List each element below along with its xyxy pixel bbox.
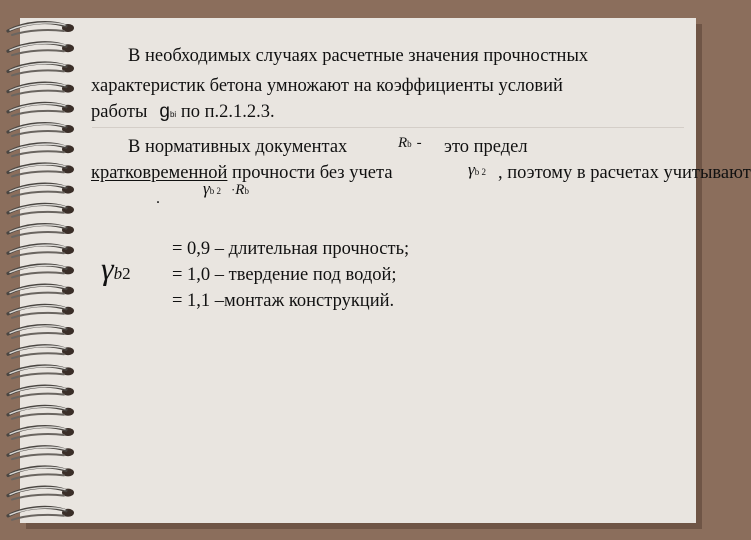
spiral-coil [8, 326, 74, 338]
spiral-coil [8, 83, 74, 95]
spiral-coil [8, 204, 74, 216]
spiral-coil [8, 507, 74, 519]
spiral-coil [8, 144, 74, 156]
para2-line1-end: это предел [444, 137, 528, 157]
spiral-coil [8, 467, 74, 479]
para2-line2-end: , поэтому в расчетах учитывают [498, 163, 751, 183]
spiral-coil [8, 346, 74, 358]
spiral-coil [8, 225, 74, 237]
spiral-coil [8, 265, 74, 277]
para1-line1: В необходимых случаях расчетные значения прочностных [128, 46, 589, 66]
spiral-coil [8, 23, 74, 35]
gamma-b2-times-rb: γb 2 ·Rb [203, 179, 249, 198]
spiral-coil [8, 245, 74, 257]
spiral-binding [0, 0, 90, 540]
coef-line-2: = 1,0 – твердение под водой; [172, 265, 397, 285]
spiral-coil [8, 487, 74, 499]
spiral-coil [8, 103, 74, 115]
spiral-coil [8, 285, 74, 297]
spiral-coil [8, 366, 74, 378]
divider-line [92, 127, 684, 128]
para2-line1: В нормативных документах [128, 137, 348, 157]
gamma-b2-symbol-1: γb 2 [468, 160, 486, 179]
spiral-coil [8, 184, 74, 196]
spiral-coil [8, 124, 74, 136]
coef-line-3: = 1,1 –монтаж конструкций. [172, 291, 395, 311]
spiral-coil [8, 164, 74, 176]
para1-line2: характеристик бетона умножают на коэффициенты условий [91, 76, 563, 96]
coef-line-1: = 0,9 – длительная прочность; [172, 239, 410, 259]
para1-line3: работы gbi по п.2.1.2.3. [91, 101, 275, 122]
spiral-coil [8, 386, 74, 398]
spiral-coil [8, 305, 74, 317]
para2-line2: кратковременной прочности без учета [91, 163, 393, 183]
spiral-coil [8, 427, 74, 439]
dot: . [156, 190, 160, 207]
gamma-b2-large: γb2 [101, 250, 131, 286]
rb-symbol-1: Rb - [398, 135, 422, 151]
spiral-coil [8, 43, 74, 55]
spiral-coil [8, 406, 74, 418]
spiral-coil [8, 447, 74, 459]
spiral-coil [8, 63, 74, 75]
